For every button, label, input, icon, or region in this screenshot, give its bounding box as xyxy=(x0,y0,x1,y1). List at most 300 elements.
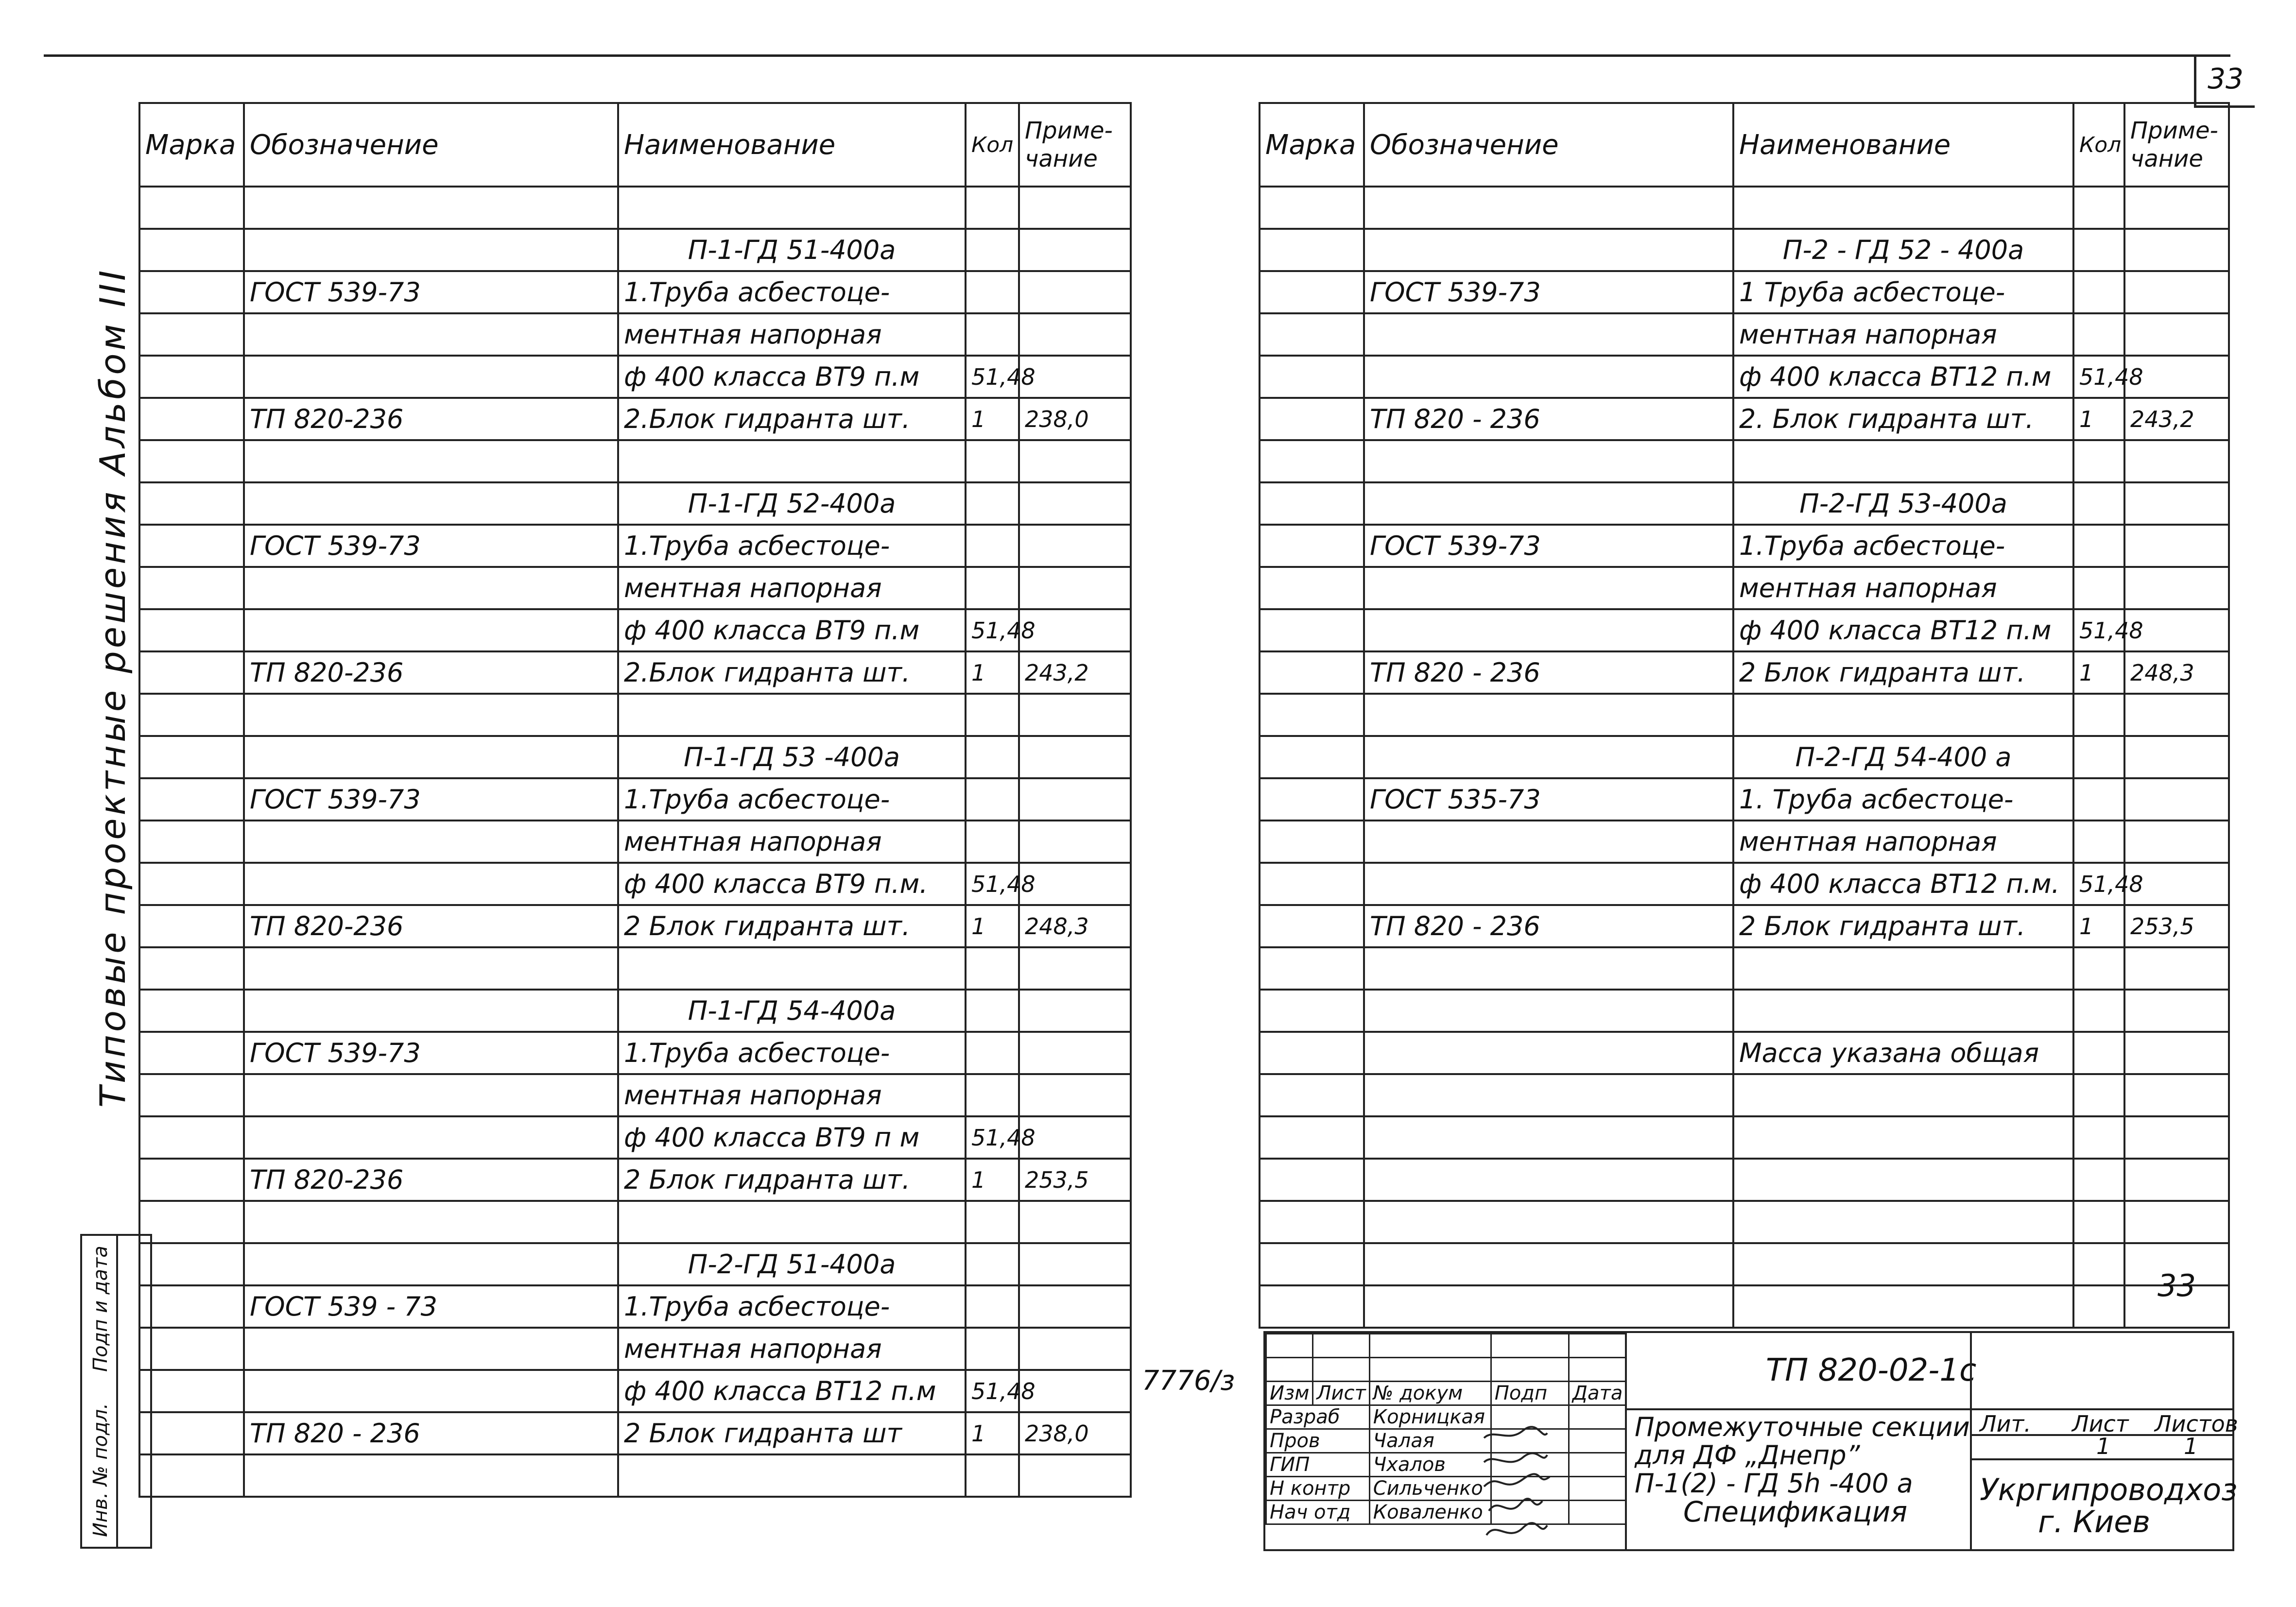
qty-cell xyxy=(2073,313,2124,356)
qty-cell xyxy=(966,694,1019,736)
tb-divider xyxy=(1625,1408,2232,1410)
col-name: Наименование xyxy=(618,103,966,187)
qty-cell xyxy=(966,1454,1019,1497)
note-cell xyxy=(2124,990,2229,1032)
qty-cell xyxy=(966,525,1019,567)
tb-role: Пров xyxy=(1266,1429,1370,1453)
spec-row xyxy=(139,1032,1131,1074)
mark-cell xyxy=(1260,821,1364,863)
designation-cell xyxy=(1364,1032,1733,1074)
note-cell xyxy=(1019,1074,1131,1116)
organization-city: г. Киев xyxy=(2038,1504,2150,1539)
qty-cell xyxy=(966,1201,1019,1243)
spec-row xyxy=(1260,187,2229,229)
name-cell xyxy=(618,440,966,482)
qty-cell: 1 xyxy=(2073,398,2124,440)
note-cell xyxy=(2124,694,2229,736)
note-cell: 243,2 xyxy=(2124,398,2229,440)
note-cell xyxy=(2124,1159,2229,1201)
tb-header-list: Лист xyxy=(1313,1382,1369,1405)
tb-person-name: Чхалов xyxy=(1369,1453,1491,1477)
spec-row xyxy=(139,313,1131,356)
designation-cell xyxy=(1364,567,1733,609)
mark-cell xyxy=(1260,1285,1364,1328)
mark-cell xyxy=(139,778,244,821)
designation-cell xyxy=(1364,609,1733,651)
col-designation: Обозначение xyxy=(244,103,618,187)
spec-row xyxy=(139,229,1131,271)
name-cell xyxy=(1733,1116,2073,1159)
qty-cell: 1 xyxy=(2073,905,2124,947)
spec-row xyxy=(1260,736,2229,778)
qty-cell: 1 xyxy=(966,1159,1019,1201)
designation-cell xyxy=(1364,947,1733,990)
note-cell xyxy=(1019,990,1131,1032)
note-cell xyxy=(1019,736,1131,778)
mark-cell xyxy=(1260,863,1364,905)
qty-cell xyxy=(2073,990,2124,1032)
designation-cell xyxy=(244,440,618,482)
spec-row xyxy=(1260,609,2229,651)
tb-person-row xyxy=(1266,1453,1626,1477)
tb-person-row xyxy=(1266,1429,1626,1453)
note-cell xyxy=(1019,525,1131,567)
document-title: Спецификация xyxy=(1683,1495,1908,1528)
spec-row xyxy=(1260,1116,2229,1159)
qty-cell: 51,48 xyxy=(2073,356,2124,398)
spec-row xyxy=(139,947,1131,990)
note-cell xyxy=(1019,482,1131,525)
qty-cell xyxy=(966,187,1019,229)
mark-cell xyxy=(139,1159,244,1201)
spec-row xyxy=(139,1454,1131,1497)
spec-row xyxy=(139,187,1131,229)
designation-cell xyxy=(1364,187,1733,229)
spec-body-right xyxy=(1260,187,2229,1328)
note-cell xyxy=(2124,525,2229,567)
mark-cell xyxy=(139,990,244,1032)
sheets-label: Листов xyxy=(2155,1411,2238,1437)
designation-cell xyxy=(244,313,618,356)
name-cell xyxy=(1733,947,2073,990)
qty-cell xyxy=(2073,567,2124,609)
mark-cell xyxy=(1260,187,1364,229)
section-heading-cell: П-2 - ГД 52 - 400а xyxy=(1733,229,2073,271)
designation-cell xyxy=(1364,1159,1733,1201)
designation-cell: ТП 820-236 xyxy=(244,905,618,947)
name-cell: 1.Труба асбестоце- xyxy=(1733,525,2073,567)
designation-cell xyxy=(1364,1201,1733,1243)
name-cell: ф 400 класса ВТ12 п.м xyxy=(618,1370,966,1412)
designation-cell: ТП 820-236 xyxy=(244,398,618,440)
description-line: П-1(2) - ГД 5h -400 а xyxy=(1635,1468,1913,1499)
mark-cell xyxy=(139,271,244,313)
stage-sheet-box xyxy=(1970,1411,2238,1459)
mark-cell xyxy=(1260,398,1364,440)
note-cell xyxy=(2124,778,2229,821)
qty-cell xyxy=(2073,1159,2124,1201)
qty-cell xyxy=(2073,440,2124,482)
name-cell: 2.Блок гидранта шт. xyxy=(618,651,966,694)
note-cell xyxy=(1019,1285,1131,1328)
qty-cell xyxy=(2073,1285,2124,1328)
description-line: Промежуточные секции xyxy=(1635,1412,1970,1442)
note-cell xyxy=(1019,609,1131,651)
tb-person-name: Коваленко xyxy=(1369,1501,1491,1524)
qty-cell xyxy=(2073,482,2124,525)
spec-row xyxy=(139,1159,1131,1201)
sheets-value: 1 xyxy=(2184,1433,2198,1459)
note-cell: 238,0 xyxy=(1019,1412,1131,1454)
mark-cell xyxy=(139,356,244,398)
designation-cell: ТП 820 - 236 xyxy=(1364,651,1733,694)
note-cell xyxy=(1019,440,1131,482)
qty-cell xyxy=(2073,1074,2124,1116)
note-cell xyxy=(1019,1328,1131,1370)
mark-cell xyxy=(1260,356,1364,398)
note-cell xyxy=(2124,229,2229,271)
tb-header-izm: Изм xyxy=(1266,1382,1313,1405)
note-cell: 253,5 xyxy=(2124,905,2229,947)
mark-cell xyxy=(139,821,244,863)
spec-row xyxy=(1260,398,2229,440)
name-cell: ф 400 класса ВТ9 п.м xyxy=(618,609,966,651)
name-cell: 1.Труба асбестоце- xyxy=(618,1032,966,1074)
name-cell: ф 400 класса ВТ9 п.м xyxy=(618,356,966,398)
mark-cell xyxy=(139,736,244,778)
name-cell: ф 400 класса ВТ9 п.м. xyxy=(618,863,966,905)
note-cell xyxy=(1019,356,1131,398)
section-heading-cell: П-1-ГД 53 -400а xyxy=(618,736,966,778)
qty-cell xyxy=(966,947,1019,990)
qty-cell xyxy=(2073,694,2124,736)
stage-label: Лит. xyxy=(1980,1411,2031,1437)
mark-cell xyxy=(139,1370,244,1412)
designation-cell xyxy=(1364,440,1733,482)
mark-cell xyxy=(139,905,244,947)
spec-row xyxy=(1260,863,2229,905)
spec-row xyxy=(1260,947,2229,990)
spec-row xyxy=(1260,525,2229,567)
note-cell xyxy=(1019,1116,1131,1159)
qty-cell: 51,48 xyxy=(2073,863,2124,905)
mark-cell xyxy=(139,398,244,440)
spec-row xyxy=(139,821,1131,863)
name-cell: 2.Блок гидранта шт. xyxy=(618,398,966,440)
spec-row xyxy=(1260,1074,2229,1116)
designation-cell: ГОСТ 535-73 xyxy=(1364,778,1733,821)
mark-cell xyxy=(1260,905,1364,947)
document-description xyxy=(1635,1413,1970,1526)
note-cell: 248,3 xyxy=(1019,905,1131,947)
note-cell xyxy=(2124,187,2229,229)
mark-cell xyxy=(1260,990,1364,1032)
tb-divider xyxy=(1970,1434,2232,1436)
name-cell: ментная напорная xyxy=(618,1328,966,1370)
designation-cell xyxy=(244,187,618,229)
album-title-vertical: Типовые проектные решения Альбом III xyxy=(92,267,133,1108)
mark-cell xyxy=(1260,694,1364,736)
spec-row xyxy=(139,482,1131,525)
designation-cell xyxy=(1364,863,1733,905)
spec-row xyxy=(1260,356,2229,398)
mark-cell xyxy=(1260,1116,1364,1159)
tb-person-name: Чалая xyxy=(1369,1429,1491,1453)
organization xyxy=(1980,1474,2237,1538)
designation-cell xyxy=(1364,1243,1733,1285)
mark-cell xyxy=(1260,947,1364,990)
qty-cell xyxy=(966,440,1019,482)
note-cell xyxy=(1019,567,1131,609)
qty-cell xyxy=(2073,821,2124,863)
name-cell xyxy=(1733,1243,2073,1285)
spec-row xyxy=(139,1074,1131,1116)
spec-row xyxy=(139,990,1131,1032)
name-cell: 2 Блок гидранта шт. xyxy=(1733,651,2073,694)
qty-cell xyxy=(966,990,1019,1032)
note-cell xyxy=(1019,187,1131,229)
qty-cell xyxy=(2073,778,2124,821)
qty-cell xyxy=(2073,1201,2124,1243)
spec-row xyxy=(1260,821,2229,863)
col-designation: Обозначение xyxy=(1364,103,1733,187)
name-cell xyxy=(618,694,966,736)
name-cell: ф 400 класса ВТ9 п м xyxy=(618,1116,966,1159)
sheet-number-bottom: 33 xyxy=(2158,1268,2196,1303)
qty-cell xyxy=(966,567,1019,609)
spec-row xyxy=(1260,651,2229,694)
spec-row xyxy=(139,1201,1131,1243)
designation-cell: ГОСТ 539-73 xyxy=(244,778,618,821)
spec-header-row xyxy=(139,103,1131,187)
spec-row xyxy=(139,694,1131,736)
qty-cell: 1 xyxy=(966,905,1019,947)
designation-cell xyxy=(1364,694,1733,736)
designation-cell xyxy=(244,1116,618,1159)
spec-row xyxy=(139,440,1131,482)
qty-cell xyxy=(966,736,1019,778)
note-cell xyxy=(1019,1243,1131,1285)
title-block xyxy=(1263,1331,2238,1551)
qty-cell xyxy=(966,482,1019,525)
name-cell xyxy=(1733,1159,2073,1201)
spec-table-right xyxy=(1259,102,2230,1329)
mark-cell xyxy=(139,863,244,905)
mark-cell xyxy=(1260,271,1364,313)
note-cell xyxy=(1019,313,1131,356)
tb-person-row xyxy=(1266,1405,1626,1429)
mark-cell xyxy=(139,567,244,609)
name-cell: 2 Блок гидранта шт. xyxy=(618,905,966,947)
tb-divider xyxy=(1625,1333,1627,1549)
spec-row xyxy=(1260,905,2229,947)
name-cell: ментная напорная xyxy=(618,313,966,356)
section-heading-cell: П-2-ГД 54-400 а xyxy=(1733,736,2073,778)
name-cell xyxy=(618,187,966,229)
mark-cell xyxy=(139,694,244,736)
designation-cell xyxy=(244,1328,618,1370)
note-cell xyxy=(2124,313,2229,356)
name-cell xyxy=(1733,1074,2073,1116)
note-cell xyxy=(1019,271,1131,313)
spec-row xyxy=(139,1116,1131,1159)
spec-row xyxy=(139,651,1131,694)
spec-row xyxy=(139,567,1131,609)
qty-cell: 1 xyxy=(966,398,1019,440)
designation-cell xyxy=(1364,1074,1733,1116)
document-code: ТП 820-02-1с xyxy=(1766,1352,1977,1388)
note-cell xyxy=(2124,1032,2229,1074)
mark-cell xyxy=(139,609,244,651)
name-cell: Масса указана общая xyxy=(1733,1032,2073,1074)
mark-cell xyxy=(1260,229,1364,271)
mark-cell xyxy=(1260,609,1364,651)
mark-cell xyxy=(139,1074,244,1116)
mark-cell xyxy=(1260,736,1364,778)
section-heading-cell: П-2-ГД 51-400а xyxy=(618,1243,966,1285)
designation-cell: ТП 820 - 236 xyxy=(244,1412,618,1454)
qty-cell xyxy=(966,1074,1019,1116)
designation-cell xyxy=(1364,313,1733,356)
mark-cell xyxy=(1260,1032,1364,1074)
spec-row xyxy=(139,1285,1131,1328)
note-cell: 253,5 xyxy=(1019,1159,1131,1201)
tb-person-row xyxy=(1266,1501,1626,1524)
qty-cell: 51,48 xyxy=(966,1116,1019,1159)
designation-cell xyxy=(244,609,618,651)
qty-cell: 51,48 xyxy=(966,356,1019,398)
designation-cell xyxy=(1364,821,1733,863)
designation-cell xyxy=(1364,736,1733,778)
spec-row xyxy=(139,905,1131,947)
spec-row xyxy=(139,271,1131,313)
qty-cell xyxy=(2073,947,2124,990)
mark-cell xyxy=(139,1454,244,1497)
spec-header-row xyxy=(1260,103,2229,187)
designation-cell xyxy=(244,1370,618,1412)
col-name: Наименование xyxy=(1733,103,2073,187)
sheet-label: Лист xyxy=(2072,1411,2129,1437)
designation-cell xyxy=(1364,1116,1733,1159)
tb-person-row xyxy=(1266,1477,1626,1501)
col-qty: Кол xyxy=(966,103,1019,187)
mark-cell xyxy=(139,440,244,482)
title-block-header-row xyxy=(1266,1382,1626,1405)
note-cell xyxy=(1019,821,1131,863)
mark-cell xyxy=(1260,482,1364,525)
col-note: Приме- чание xyxy=(2124,103,2229,187)
mark-cell xyxy=(139,482,244,525)
qty-cell: 51,48 xyxy=(2073,609,2124,651)
mark-cell xyxy=(1260,440,1364,482)
name-cell xyxy=(1733,990,2073,1032)
tb-divider xyxy=(1970,1458,2232,1460)
name-cell: ментная напорная xyxy=(1733,567,2073,609)
qty-cell xyxy=(966,1285,1019,1328)
spec-row xyxy=(1260,1201,2229,1243)
designation-cell xyxy=(244,736,618,778)
qty-cell xyxy=(966,1243,1019,1285)
designation-cell: ГОСТ 539-73 xyxy=(1364,271,1733,313)
spec-row xyxy=(139,1328,1131,1370)
mark-cell xyxy=(139,1243,244,1285)
designation-cell xyxy=(1364,229,1733,271)
designation-cell: ТП 820 - 236 xyxy=(1364,398,1733,440)
designation-cell: ТП 820-236 xyxy=(244,651,618,694)
mark-cell xyxy=(1260,1243,1364,1285)
name-cell: 2 Блок гидранта шт. xyxy=(1733,905,2073,947)
name-cell xyxy=(618,1454,966,1497)
designation-cell: ГОСТ 539-73 xyxy=(244,525,618,567)
spec-row xyxy=(139,1370,1131,1412)
tb-header-date: Дата xyxy=(1569,1382,1626,1405)
mark-cell xyxy=(139,229,244,271)
designation-cell: ГОСТ 539 - 73 xyxy=(244,1285,618,1328)
designation-cell xyxy=(244,947,618,990)
col-mark: Марка xyxy=(139,103,244,187)
designation-cell xyxy=(244,1454,618,1497)
name-cell: ментная напорная xyxy=(618,821,966,863)
note-cell xyxy=(1019,229,1131,271)
col-mark: Марка xyxy=(1260,103,1364,187)
spec-row xyxy=(1260,440,2229,482)
tb-header-doc: № докум xyxy=(1369,1382,1491,1405)
note-cell xyxy=(2124,821,2229,863)
name-cell xyxy=(1733,187,2073,229)
designation-cell xyxy=(1364,1285,1733,1328)
name-cell: ментная напорная xyxy=(1733,313,2073,356)
designation-cell: ГОСТ 539-73 xyxy=(1364,525,1733,567)
qty-cell xyxy=(2073,1116,2124,1159)
name-cell: 1.Труба асбестоце- xyxy=(618,778,966,821)
spec-body-left xyxy=(139,187,1131,1497)
designation-cell xyxy=(244,567,618,609)
spec-row xyxy=(139,525,1131,567)
spec-row xyxy=(1260,1159,2229,1201)
title-block-grid xyxy=(1265,1333,1627,1525)
spec-row xyxy=(1260,694,2229,736)
qty-cell xyxy=(2073,271,2124,313)
mark-cell xyxy=(1260,1074,1364,1116)
mark-cell xyxy=(1260,313,1364,356)
designation-cell: ГОСТ 539-73 xyxy=(244,1032,618,1074)
note-cell xyxy=(1019,778,1131,821)
frame-top-border xyxy=(44,54,2230,57)
spec-row xyxy=(139,398,1131,440)
spec-row xyxy=(139,1412,1131,1454)
name-cell xyxy=(1733,440,2073,482)
name-cell: 1 Труба асбестоце- xyxy=(1733,271,2073,313)
designation-cell xyxy=(244,1201,618,1243)
note-cell: 243,2 xyxy=(1019,651,1131,694)
section-heading-cell: П-2-ГД 53-400а xyxy=(1733,482,2073,525)
sheet-value: 1 xyxy=(2096,1433,2111,1459)
name-cell: ф 400 класса ВТ12 п.м. xyxy=(1733,863,2073,905)
note-cell xyxy=(1019,694,1131,736)
col-note: Приме- чание xyxy=(1019,103,1131,187)
qty-cell xyxy=(2073,1243,2124,1285)
qty-cell: 1 xyxy=(2073,651,2124,694)
name-cell: 1.Труба асбестоце- xyxy=(618,1285,966,1328)
col-qty: Кол xyxy=(2073,103,2124,187)
name-cell xyxy=(1733,1201,2073,1243)
spec-row xyxy=(1260,990,2229,1032)
designation-cell xyxy=(244,694,618,736)
mark-cell xyxy=(139,947,244,990)
qty-cell xyxy=(2073,187,2124,229)
organization-name: Укргипроводхоз xyxy=(1980,1472,2238,1507)
qty-cell xyxy=(966,313,1019,356)
